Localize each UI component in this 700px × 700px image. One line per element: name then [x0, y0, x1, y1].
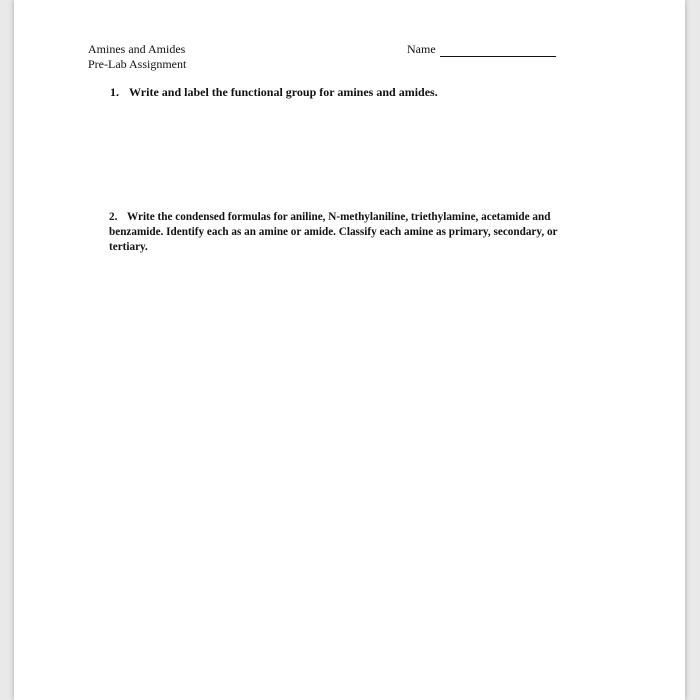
- name-label: Name: [407, 42, 436, 56]
- question-2-text: Write the condensed formulas for aniline, N-methylaniline, triethylamine, acetamide and benzamide. Identify each as an amine or amide. Classify each amine as primary, secondary, or tertiary.: [109, 211, 558, 253]
- question-1-number: 1.: [110, 85, 119, 99]
- question-2: [109, 210, 589, 255]
- name-blank-line: [440, 56, 556, 57]
- document-page: [14, 0, 685, 700]
- document-subtitle: Pre-Lab Assignment: [88, 57, 187, 71]
- document-title: Amines and Amides: [88, 42, 186, 56]
- question-1-text: Write and label the functional group for amines and amides.: [129, 85, 438, 99]
- question-2-number: 2.: [109, 211, 118, 223]
